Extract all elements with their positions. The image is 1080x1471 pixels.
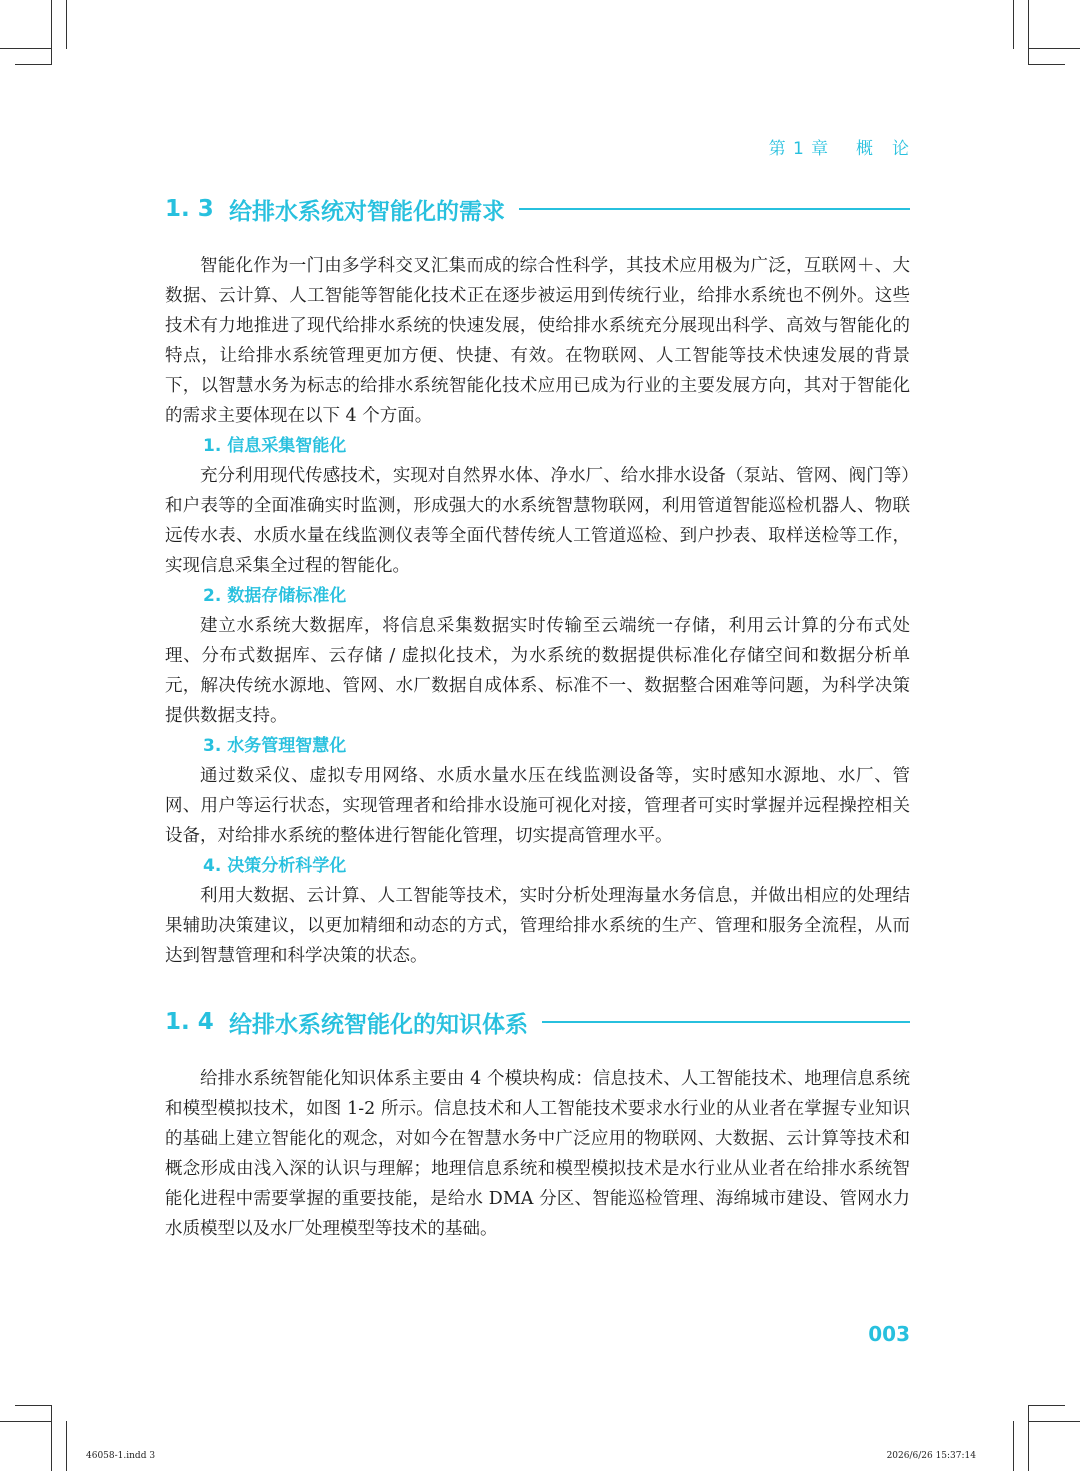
crop-mark	[66, 1421, 67, 1471]
section-heading	[165, 189, 910, 229]
crop-mark	[1028, 1405, 1029, 1471]
crop-mark	[0, 48, 51, 49]
section-number: 1. 4	[165, 1009, 214, 1035]
chapter-title: 概 论	[856, 139, 910, 159]
section-title: 给排水系统对智能化的需求	[229, 198, 505, 225]
section-number: 1. 3	[165, 196, 214, 222]
crop-mark	[1013, 1421, 1014, 1471]
paragraph: 充分利用现代传感技术，实现对自然界水体、净水厂、给水排水设备（泵站、管网、阀门等）和户表等的全面准确实时监测，形成强大的水系统智慧物联网，利用管道智能巡检机器人、物联远传水表、水质水量在线监测仪表等全面代替传统人工管道巡检、到户抄表、取样送检等工作，实现信息采集全过程的智能化。	[165, 466, 910, 576]
crop-mark	[15, 64, 52, 65]
chapter-label: 第 1 章	[768, 139, 830, 159]
heading-rule	[542, 1021, 910, 1023]
section-title: 给排水系统智能化的知识体系	[229, 1011, 528, 1038]
paragraph: 利用大数据、云计算、人工智能等技术，实时分析处理海量水务信息，并做出相应的处理结果辅助决策建议，以更加精细和动态的方式，管理给排水系统的生产、管理和服务全流程，从而达到智慧管理和科学决策的状态。	[165, 886, 910, 966]
page-number: 003	[868, 1322, 910, 1346]
paragraph: 建立水系统大数据库，将信息采集数据实时传输至云端统一存储，利用云计算的分布式处理、分布式数据库、云存储 / 虚拟化技术，为水系统的数据提供标准化存储空间和数据分析单元，解决传统水源地、管网、水厂数据自成体系、标准不一、数据整合困难等问题，为科学决策提供数据支持。	[165, 616, 910, 726]
paragraph: 通过数采仪、虚拟专用网络、水质水量水压在线监测设备等，实时感知水源地、水厂、管网、用户等运行状态，实现管理者和给排水设施可视化对接，管理者可实时掌握并远程操控相关设备，对给排水系统的整体进行智能化管理，切实提高管理水平。	[165, 766, 910, 846]
crop-mark	[1028, 48, 1080, 49]
running-header	[769, 134, 910, 159]
heading-rule	[519, 208, 910, 210]
subsection-heading: 1. 信息采集智能化	[203, 436, 347, 456]
section-body	[165, 1064, 910, 1244]
paragraph: 给排水系统智能化知识体系主要由 4 个模块构成：信息技术、人工智能技术、地理信息系统和模型模拟技术，如图 1-2 所示。信息技术和人工智能技术要求水行业的从业者在掌握专业知识的基础上建立智能化的观念，对如今在智慧水务中广泛应用的物联网、大数据、云计算等技术和概念形成由浅入深的认识与理解；地理信息系统和模型模拟技术是水行业从业者在给排水系统智能化进程中需要掌握的重要技能，是给水 DMA 分区、智能巡检管理、海绵城市建设、管网水力水质模型以及水厂处理模型等技术的基础。	[165, 1069, 910, 1239]
crop-mark	[0, 1421, 51, 1422]
crop-mark	[66, 0, 67, 49]
crop-mark	[1028, 1405, 1065, 1406]
section-body	[165, 251, 910, 971]
crop-mark	[1013, 0, 1014, 49]
subsection-heading: 3. 水务管理智慧化	[203, 736, 347, 756]
subsection-heading: 4. 决策分析科学化	[203, 856, 347, 876]
crop-mark	[1028, 0, 1029, 64]
crop-mark	[15, 1405, 52, 1406]
paragraph: 智能化作为一门由多学科交叉汇集而成的综合性科学，其技术应用极为广泛，互联网＋、大数据、云计算、人工智能等智能化技术正在逐步被运用到传统行业，给排水系统也不例外。这些技术有力地推进了现代给排水系统的快速发展，使给排水系统充分展现出科学、高效与智能化的特点，让给排水系统管理更加方便、快捷、有效。在物联网、人工智能等技术快速发展的背景下，以智慧水务为标志的给排水系统智能化技术应用已成为行业的主要发展方向，其对于智能化的需求主要体现在以下 4 个方面。	[165, 256, 910, 426]
subsection-heading: 2. 数据存储标准化	[203, 586, 347, 606]
slug-timestamp: 2026/6/26 15:37:14	[886, 1451, 976, 1461]
crop-mark	[51, 0, 52, 64]
crop-mark	[1028, 1421, 1080, 1422]
crop-mark	[1028, 64, 1065, 65]
section-heading	[165, 1002, 910, 1042]
slug-file: 46058-1.indd 3	[86, 1451, 156, 1461]
crop-mark	[51, 1405, 52, 1471]
